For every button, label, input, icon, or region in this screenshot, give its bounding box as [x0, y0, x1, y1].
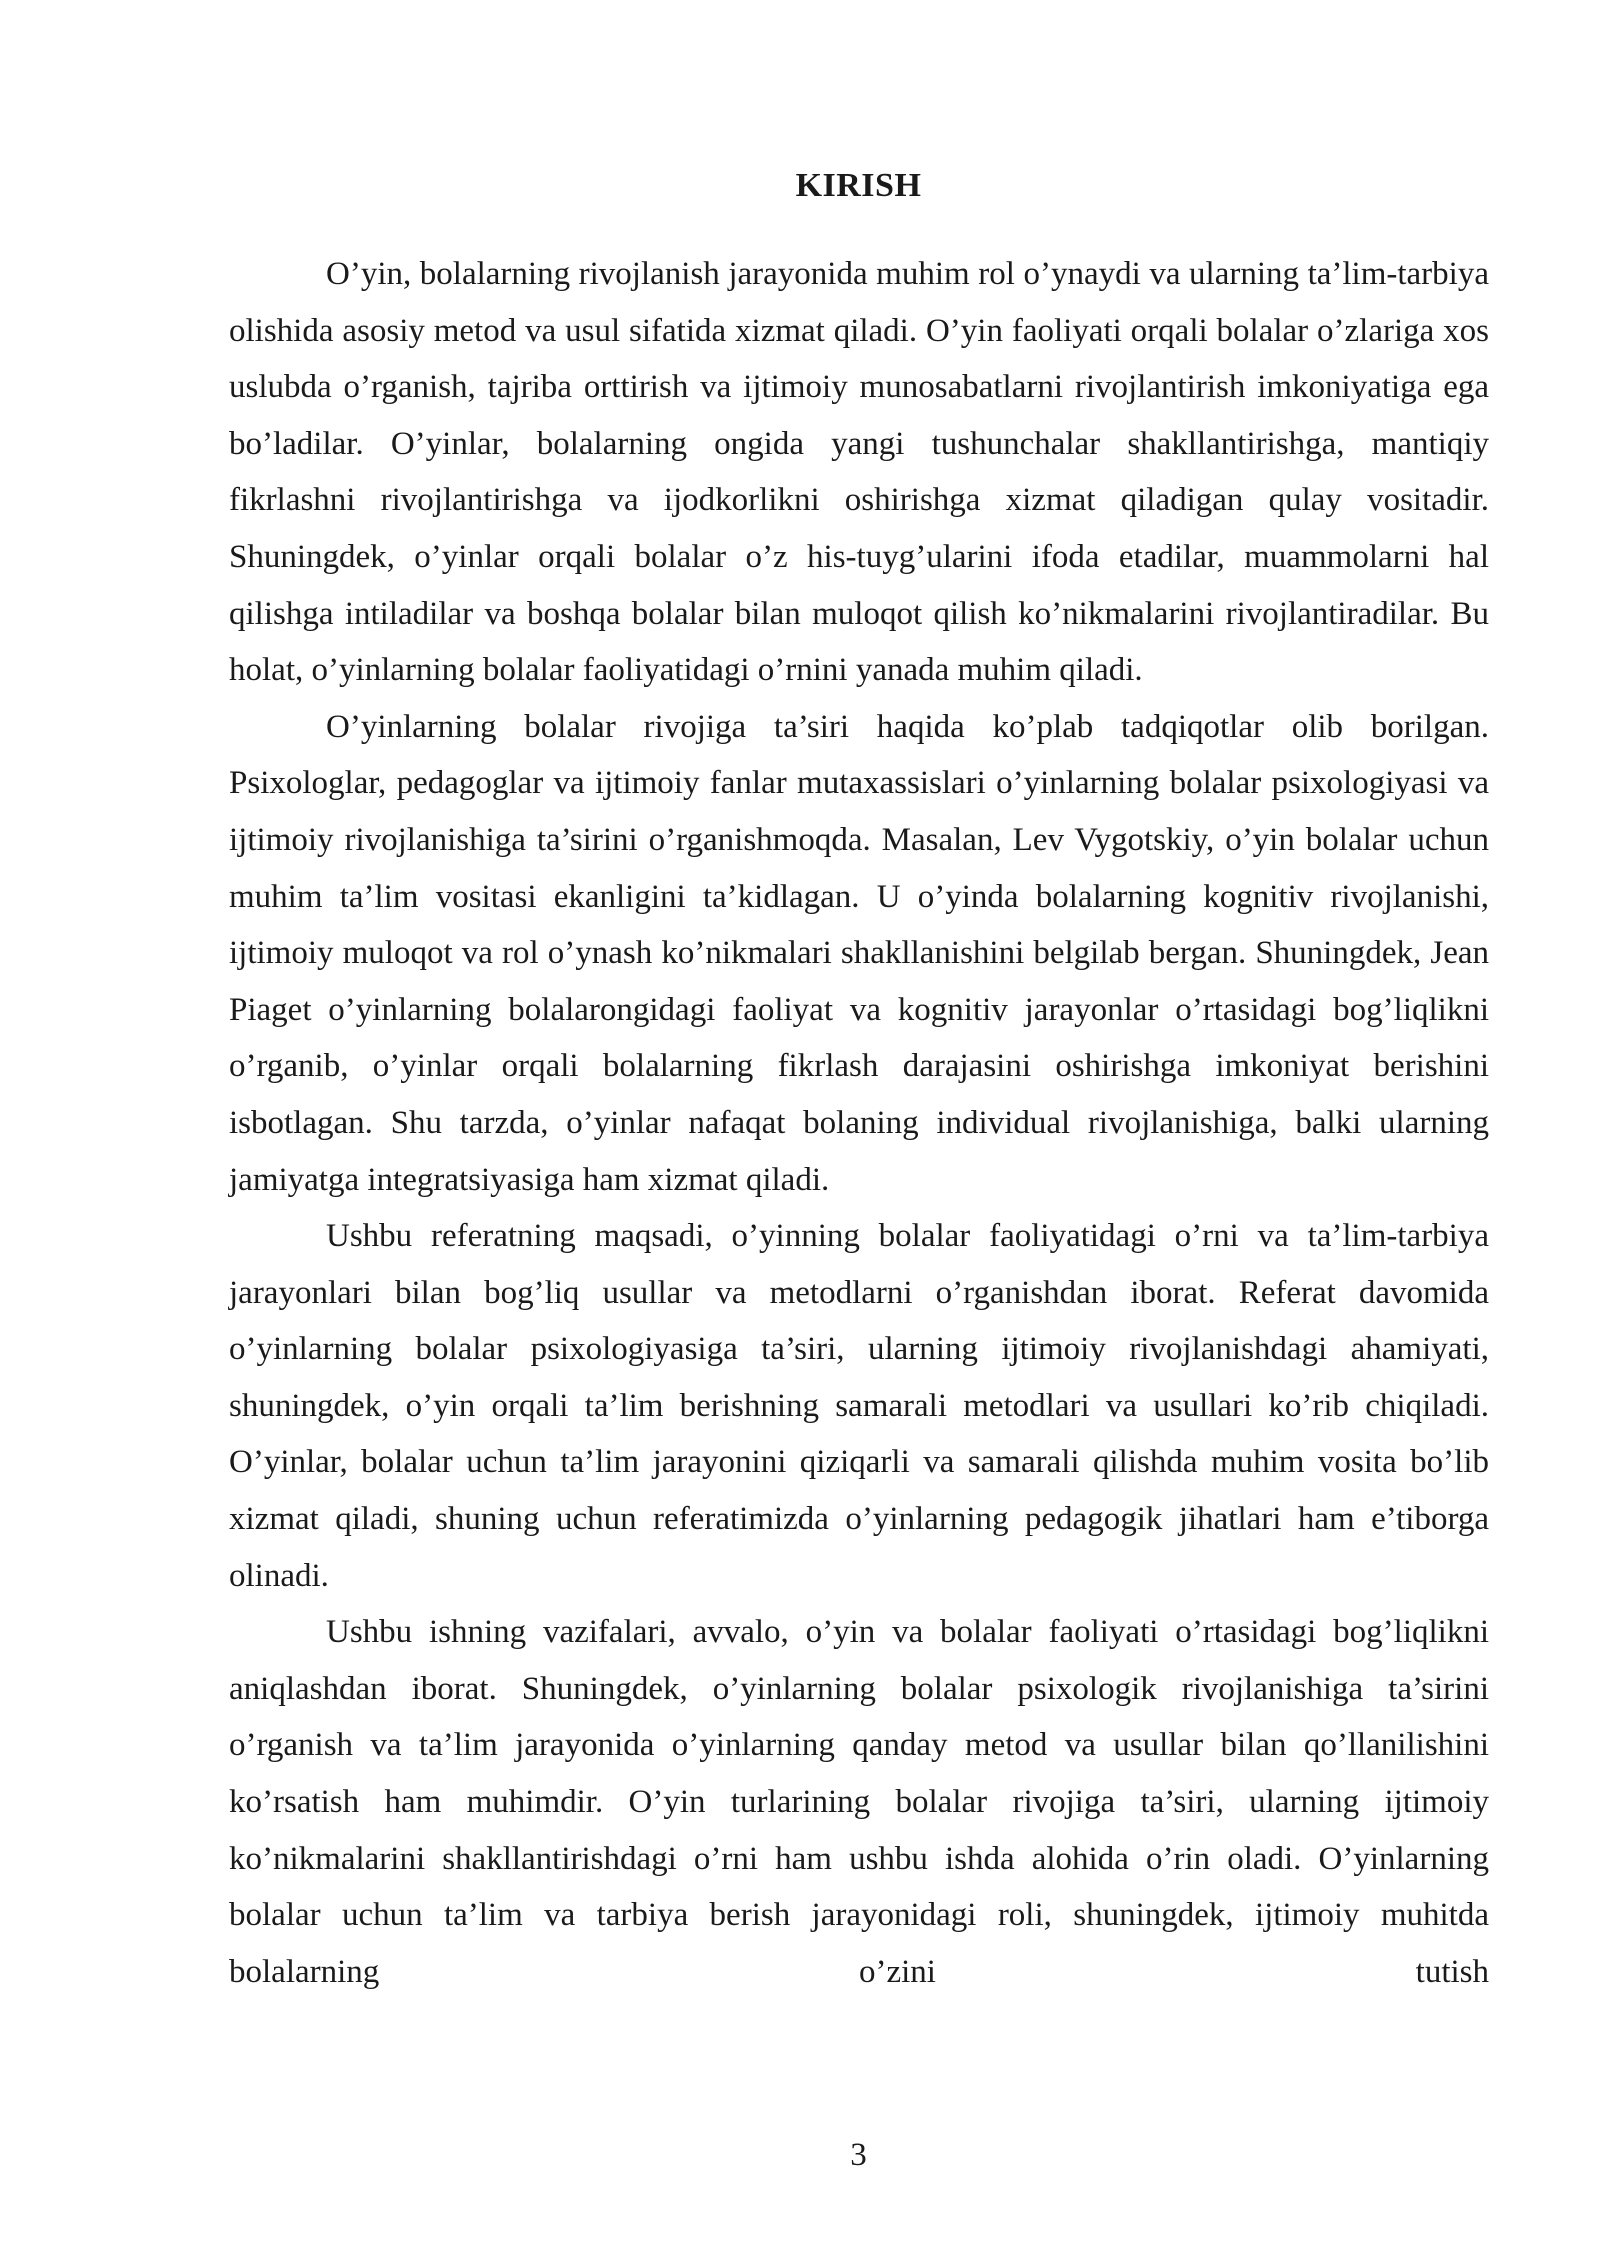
- page-title: KIRISH: [795, 167, 922, 204]
- paragraph-2: O’yinlarning bolalar rivojiga ta’siri haqida ko’plab tadqiqotlar olib borilgan. Psixologlar, pedagoglar va ijtimoiy fanlar mutaxassislari o’yinlarning bolalar psixologiyasi va ijtimoiy rivojlanishiga ta’sirini o’rganishmoqda. Masalan, Lev Vygotskiy, o’yin bolalar uchun muhim ta’lim vositasi ekanligini ta’kidlagan. U o’yinda bolalarning kognitiv rivojlanishi, ijtimoiy muloqot va rol o’ynash ko’nikmalari shakllanishini belgilab bergan. Shuningdek, Jean Piaget o’yinlarning bolalarongidagi faoliyat va kognitiv jarayonlar o’rtasidagi bog’liqlikni o’rganib, o’yinlar orqali bolalarning fikrlash darajasini oshirishga imkoniyat berishini isbotlagan. Shu tarzda, o’yinlar nafaqat bolaning individual rivojlanishiga, balki ularning jamiyatga integratsiyasiga ham xizmat qiladi.: [229, 708, 1489, 1198]
- page-number: 3: [850, 2137, 867, 2173]
- body-text: [229, 246, 1489, 2000]
- paragraph-1: O’yin, bolalarning rivojlanish jarayonida muhim rol o’ynaydi va ularning ta’lim-tarbiya olishida asosiy metod va usul sifatida xizmat qiladi. O’yin faoliyati orqali bolalar o’zlariga xos uslubda o’rganish, tajriba orttirish va ijtimoiy munosabatlarni rivojlantirish imkoniyatiga ega bo’ladilar. O’yinlar, bolalarning ongida yangi tushunchalar shakllantirishga, mantiqiy fikrlashni rivojlantirishga va ijodkorlikni oshirishga xizmat qiladigan qulay vositadir. Shuningdek, o’yinlar orqali bolalar o’z his-tuyg’ularini ifoda etadilar, muammolarni hal qilishga intiladilar va boshqa bolalar bilan muloqot qilish ko’nikmalarini rivojlantiradilar. Bu holat, o’yinlarning bolalar faoliyatidagi o’rnini yanada muhim qiladi.: [229, 256, 1489, 689]
- paragraph-3: Ushbu referatning maqsadi, o’yinning bolalar faoliyatidagi o’rni va ta’lim-tarbiya jarayonlari bilan bog’liq usullar va metodlarni o’rganishdan iborat. Referat davomida o’yinlarning bolalar psixologiyasiga ta’siri, ularning ijtimoiy rivojlanishdagi ahamiyati, shuningdek, o’yin orqali ta’lim berishning samarali metodlari va usullari ko’rib chiqiladi. O’yinlar, bolalar uchun ta’lim jarayonini qiziqarli va samarali qilishda muhim vosita bo’lib xizmat qiladi, shuning uchun referatimizda o’yinlarning pedagogik jihatlari ham e’tiborga olinadi.: [229, 1218, 1489, 1594]
- paragraph-4: Ushbu ishning vazifalari, avvalo, o’yin va bolalar faoliyati o’rtasidagi bog’liqlikni aniqlashdan iborat. Shuningdek, o’yinlarning bolalar psixologik rivojlanishiga ta’sirini o’rganish va ta’lim jarayonida o’yinlarning qanday metod va usullar bilan qo’llanilishini ko’rsatish ham muhimdir. O’yin turlarining bolalar rivojiga ta’siri, ularning ijtimoiy ko’nikmalarini shakllantirishdagi o’rni ham ushbu ishda alohida o’rin oladi. O’yinlarning bolalar uchun ta’lim va tarbiya berish jarayonidagi roli, shuningdek, ijtimoiy muhitda bolalarning o’zini tutish: [229, 1614, 1489, 1990]
